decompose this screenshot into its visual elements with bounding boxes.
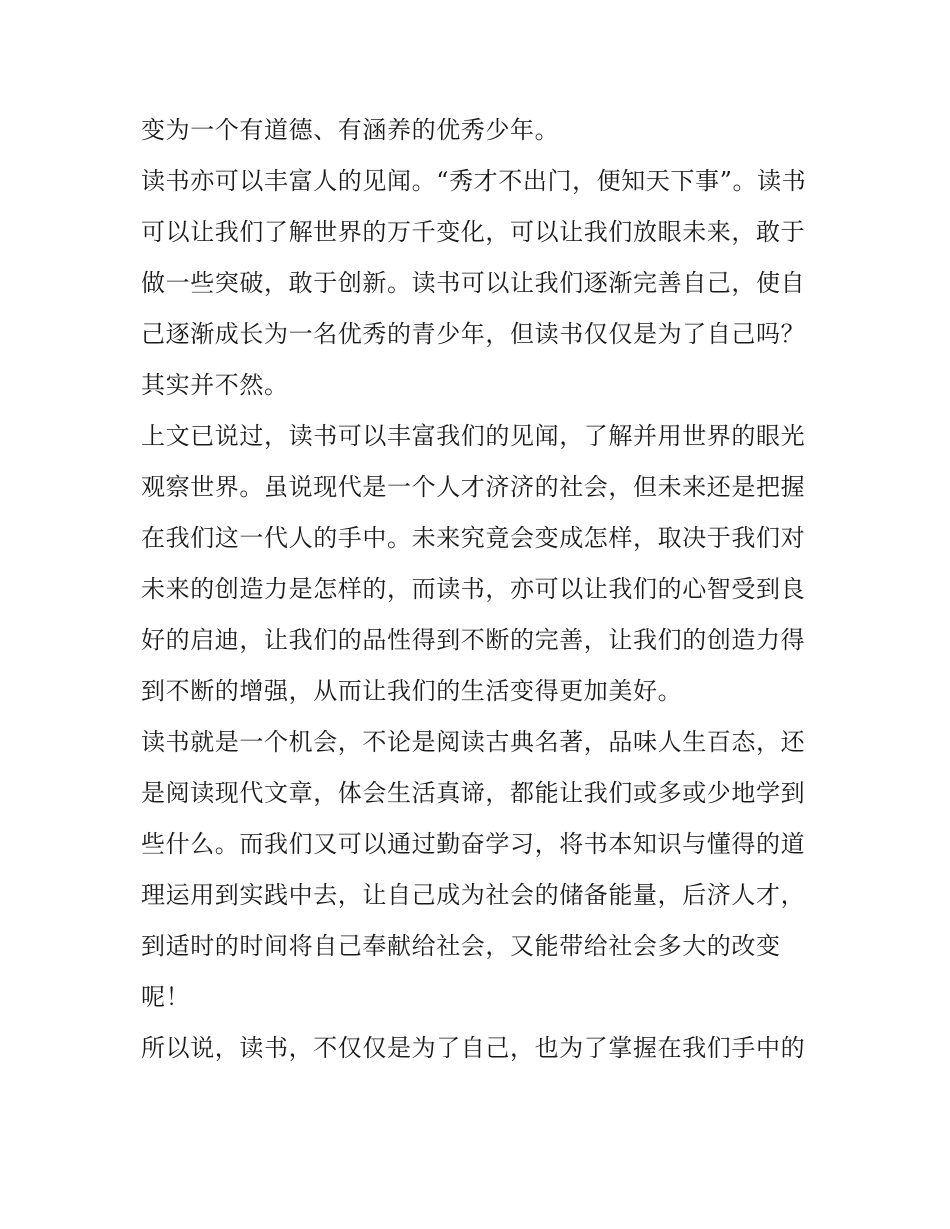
text-line: 到适时的时间将自己奉献给社会，又能带给社会多大的改变 <box>141 932 781 960</box>
text-line: 理运用到实践中去，让自己成为社会的储备能量，后济人才， <box>141 881 806 909</box>
text-line: 些什么。而我们又可以通过勤奋学习，将书本知识与懂得的道 <box>141 830 806 858</box>
text-line: 己逐渐成长为一名优秀的青少年，但读书仅仅是为了自己吗？ <box>141 320 806 348</box>
text-line: 上文已说过，读书可以丰富我们的见闻，了解并用世界的眼光 <box>141 422 806 450</box>
text-line: 做一些突破，敢于创新。读书可以让我们逐渐完善自己，使自 <box>141 269 806 297</box>
text-line: 未来的创造力是怎样的，而读书，亦可以让我们的心智受到良 <box>141 575 806 603</box>
text-line: 可以让我们了解世界的万千变化，可以让我们放眼未来，敢于 <box>141 218 806 246</box>
text-line: 变为一个有道德、有涵养的优秀少年。 <box>141 116 560 144</box>
text-line: 读书就是一个机会，不论是阅读古典名著，品味人生百态，还 <box>141 728 806 756</box>
text-line: 是阅读现代文章，体会生活真谛，都能让我们或多或少地学到 <box>141 779 806 807</box>
text-line: 观察世界。虽说现代是一个人才济济的社会，但未来还是把握 <box>141 473 806 501</box>
text-line: 所以说，读书，不仅仅是为了自己，也为了掌握在我们手中的 <box>141 1034 806 1062</box>
text-line: 读书亦可以丰富人的见闻。“秀才不出门，便知天下事”。读书 <box>141 167 807 195</box>
text-line: 到不断的增强，从而让我们的生活变得更加美好。 <box>141 677 683 705</box>
essay-text <box>141 105 821 1074</box>
text-line: 其实并不然。 <box>141 371 289 399</box>
text-line: 好的启迪，让我们的品性得到不断的完善，让我们的创造力得 <box>141 626 806 654</box>
text-line: 呢！ <box>141 983 191 1011</box>
text-line: 在我们这一代人的手中。未来究竟会变成怎样，取决于我们对 <box>141 524 806 552</box>
